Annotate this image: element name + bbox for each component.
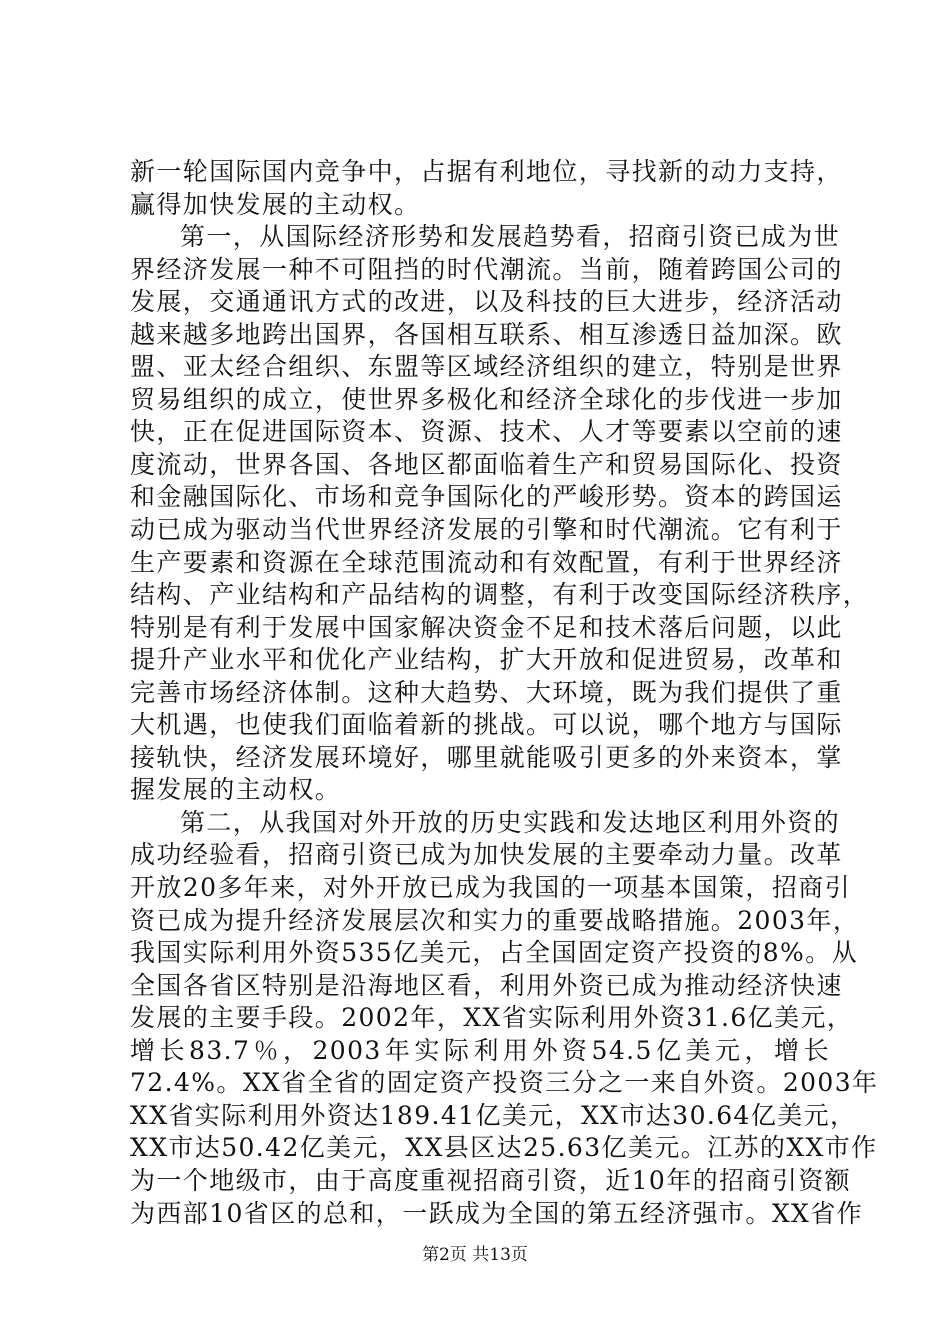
text-line: 我国实际利用外资535亿美元，占全国固定资产投资的8%。从 — [130, 938, 858, 968]
text-line: 新一轮国际国内竞争中，占据有利地位，寻找新的动力支持， — [130, 157, 843, 186]
text-line: 快，正在促进国际资本、资源、技术、人才等要素以空前的速 — [130, 417, 843, 447]
text-line: 第一，从国际经济形势和发展趋势看，招商引资已成为世 — [180, 222, 841, 252]
text-line: 完善市场经济体制。这种大趋势、大环境，既为我们提供了重 — [130, 677, 843, 707]
text-line: 发展的主要手段。2002年，XX省实际利用外资31.6亿美元， — [130, 1003, 854, 1033]
text-line: 全国各省区特别是沿海地区看，利用外资已成为推动经济快速 — [130, 970, 843, 1000]
text-line: 特别是有利于发展中国家解决资金不足和技术落后问题，以此 — [130, 612, 843, 642]
text-line: 盟、亚太经合组织、东盟等区域经济组织的建立，特别是世界 — [130, 352, 843, 382]
text-line: 为一个地级市，由于高度重视招商引资，近10年的招商引资额 — [130, 1165, 852, 1195]
text-line: 界经济发展一种不可阻挡的时代潮流。当前，随着跨国公司的 — [130, 254, 843, 284]
text-line: 发展，交通通讯方式的改进，以及科技的巨大进步，经济活动 — [130, 287, 843, 317]
text-line: 贸易组织的成立，使世界多极化和经济全球化的步伐进一步加 — [130, 384, 843, 414]
text-line: 成功经验看，招商引资已成为加快发展的主要牵动力量。改革 — [130, 840, 843, 870]
text-line: 为西部10省区的总和，一跃成为全国的第五经济强市。XX省作 — [130, 1198, 864, 1228]
text-line: 生产要素和资源在全球范围流动和有效配置，有利于世界经济 — [130, 547, 843, 577]
text-line: 握发展的主动权。 — [130, 775, 342, 805]
page-footer: 第2页 共13页 — [422, 1245, 528, 1265]
text-line: 72.4%。XX省全省的固定资产投资三分之一来自外资。2003年 — [130, 1068, 879, 1098]
text-line: 资已成为提升经济发展层次和实力的重要战略措施。2003年， — [130, 905, 860, 935]
text-line: 大机遇，也使我们面临着新的挑战。可以说，哪个地方与国际 — [130, 710, 843, 740]
text-line: 度流动，世界各国、各地区都面临着生产和贸易国际化、投资 — [130, 449, 843, 479]
text-line: 结构、产业结构和产品结构的调整，有利于改变国际经济秩序， — [130, 580, 870, 610]
text-line: XX省实际利用外资达189.41亿美元，XX市达30.64亿美元， — [130, 1100, 857, 1130]
text-line: 增长83.7％，2003年实际利用外资54.5亿美元，增长 — [130, 1035, 830, 1065]
text-line: 接轨快，经济发展环境好，哪里就能吸引更多的外来资本，掌 — [130, 742, 843, 772]
body-text — [130, 156, 879, 1230]
text-line: 开放20多年来，对外开放已成为我国的一项基本国策，招商引 — [130, 873, 852, 903]
text-line: 赢得加快发展的主动权。 — [130, 189, 421, 219]
text-line: 越来越多地跨出国界，各国相互联系、相互渗透日益加深。欧 — [130, 319, 843, 349]
text-line: 和金融国际化、市场和竞争国际化的严峻形势。资本的跨国运 — [130, 482, 843, 512]
text-line: 提升产业水平和优化产业结构，扩大开放和促进贸易，改革和 — [130, 645, 843, 675]
text-line: 动已成为驱动当代世界经济发展的引擎和时代潮流。它有利于 — [130, 515, 843, 545]
text-line: XX市达50.42亿美元，XX县区达25.63亿美元。江苏的XX市作 — [130, 1133, 878, 1163]
text-line: 第二，从我国对外开放的历史实践和发达地区利用外资的 — [180, 807, 841, 837]
